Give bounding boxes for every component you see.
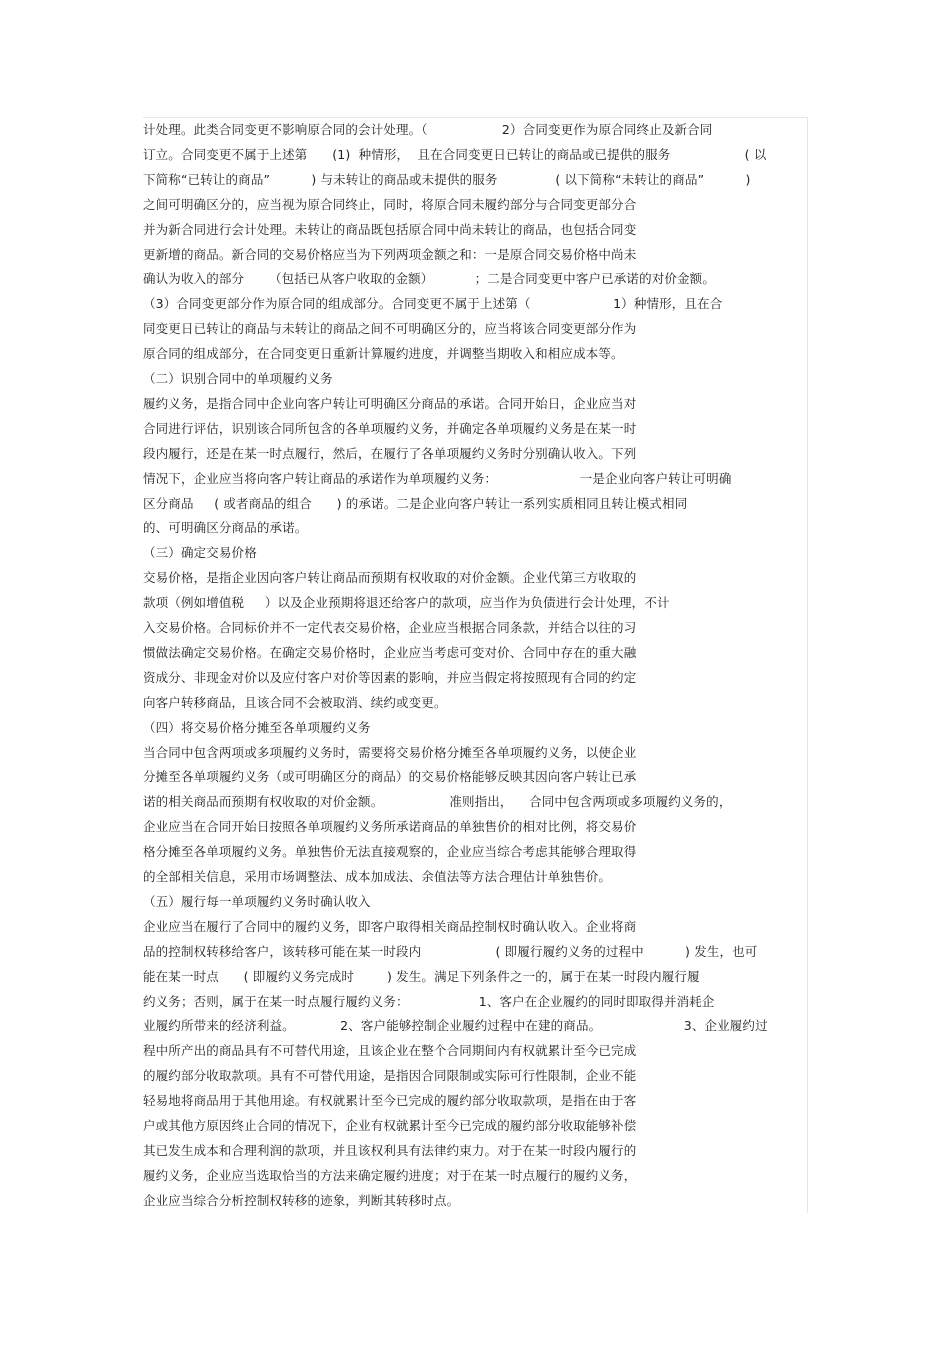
text-line: 格分摊至各单项履约义务。单独售价无法直接观察的，企业应当综合考虑其能够合理取得 — [143, 844, 637, 860]
text-line: 企业应当在履行了合同中的履约义务，即客户取得相关商品控制权时确认收入。企业将商 — [143, 918, 637, 934]
text-line: 原合同的组成部分，在合同变更日重新计算履约进度，并调整当期收入和相应成本等。 — [143, 346, 624, 362]
text-line: 资成分、非现金对价以及应付客户对价等因素的影响，并应当假定将按照现有合同的约定 — [143, 669, 637, 685]
text-line: 段内履行，还是在某一时点履行，然后，在履行了各单项履约义务时分别确认收入。下列 — [143, 445, 637, 461]
page-content-frame — [143, 117, 808, 1213]
text-line: 订立。合同变更不属于上述第 (1) 种情形， 且在合同变更日已转让的商品或已提供的服务 ( 以 — [143, 146, 767, 162]
text-line: 之间可明确区分的，应当视为原合同终止，同时，将原合同未履约部分与合同变更部分合 — [143, 196, 637, 212]
text-line: 的履约部分收取款项。具有不可替代用途，是指因合同限制或实际可行性限制，企业不能 — [143, 1068, 637, 1084]
text-line: 合同进行评估，识别该合同所包含的各单项履约义务，并确定各单项履约义务是在某一时 — [143, 420, 637, 436]
text-line: 企业应当在合同开始日按照各单项履约义务所承诺商品的单独售价的相对比例，将交易价 — [143, 819, 637, 835]
text-line: （三）确定交易价格 — [143, 545, 257, 561]
text-line: 约义务；否则，属于在某一时点履行履约义务： 1、客户在企业履约的同时即取得并消耗企 — [143, 993, 715, 1009]
text-line: 诺的相关商品而预期有权收取的对价金额。 准则指出， 合同中包含两项或多项履约义务的， — [143, 794, 732, 810]
text-line: 其已发生成本和合理利润的款项，并且该权利具有法律约束力。对于在某一时段内履行的 — [143, 1142, 637, 1158]
text-line: 的、可明确区分商品的承诺。 — [143, 520, 308, 536]
text-line: 款项（例如增值税 ）以及企业预期将退还给客户的款项，应当作为负债进行会计处理，不计 — [143, 595, 670, 611]
text-line: 情况下，企业应当将向客户转让商品的承诺作为单项履约义务： 一是企业向客户转让可明确 — [143, 470, 732, 486]
text-line: 能在某一时点 ( 即履约义务完成时 ) 发生。满足下列条件之一的，属于在某一时段内履行履 — [143, 968, 700, 984]
text-line: 程中所产出的商品具有不可替代用途，且该企业在整个合同期间内有权就累计至今已完成 — [143, 1043, 637, 1059]
text-line: 更新增的商品。新合同的交易价格应当为下列两项金额之和：一是原合同交易价格中尚未 — [143, 246, 637, 262]
text-line: 品的控制权转移给客户，该转移可能在某一时段内 ( 即履行履约义务的过程中 ) 发生，也可 — [143, 943, 758, 959]
text-line: 向客户转移商品，且该合同不会被取消、续约或变更。 — [143, 694, 447, 710]
text-line: 履约义务，是指合同中企业向客户转让可明确区分商品的承诺。合同开始日，企业应当对 — [143, 395, 637, 411]
text-line: 企业应当综合分析控制权转移的迹象，判断其转移时点。 — [143, 1192, 460, 1208]
text-line: 交易价格，是指企业因向客户转让商品而预期有权收取的对价金额。企业代第三方收取的 — [143, 570, 637, 586]
text-line: 惯做法确定交易价格。在确定交易价格时，企业应当考虑可变对价、合同中存在的重大融 — [143, 644, 637, 660]
text-line: （五）履行每一单项履约义务时确认收入 — [143, 893, 371, 909]
text-line: 并为新合同进行会计处理。未转让的商品既包括原合同中尚未转让的商品，也包括合同变 — [143, 221, 637, 237]
text-line: （二）识别合同中的单项履约义务 — [143, 371, 333, 386]
text-line: （3）合同变更部分作为原合同的组成部分。合同变更不属于上述第（ 1）种情形，且在合 — [143, 296, 723, 312]
text-line: 履约义务，企业应当选取恰当的方法来确定履约进度；对于在某一时点履行的履约义务， — [143, 1167, 637, 1183]
text-line: 计处理。此类合同变更不影响原合同的会计处理。（ 2）合同变更作为原合同终止及新合同 — [143, 122, 713, 137]
text-line: 的全部相关信息，采用市场调整法、成本加成法、余值法等方法合理估计单独售价。 — [143, 869, 612, 884]
text-line: 区分商品 ( 或者商品的组合 ) 的承诺。二是企业向客户转让一系列实质相同且转让模式相同 — [143, 495, 688, 511]
text-line: 入交易价格。合同标价并不一定代表交易价格，企业应当根据合同条款，并结合以往的习 — [143, 620, 637, 635]
text-line: 同变更日已转让的商品与未转让的商品之间不可明确区分的，应当将该合同变更部分作为 — [143, 321, 637, 337]
text-line: 确认为收入的部分 （包括已从客户收取的金额） ；二是合同变更中客户已承诺的对价金额。 — [143, 271, 715, 287]
text-line: 户或其他方原因终止合同的情况下，企业有权就累计至今已完成的履约部分收取能够补偿 — [143, 1118, 637, 1133]
text-line: （四）将交易价格分摊至各单项履约义务 — [143, 719, 371, 735]
text-line: 分摊至各单项履约义务（或可明确区分的商品）的交易价格能够反映其因向客户转让已承 — [143, 769, 637, 785]
text-line: 当合同中包含两项或多项履约义务时，需要将交易价格分摊至各单项履约义务，以使企业 — [143, 744, 637, 760]
text-line: 业履约所带来的经济利益。 2、客户能够控制企业履约过程中在建的商品。 3、企业履约过 — [143, 1018, 768, 1034]
text-line: 轻易地将商品用于其他用途。有权就累计至今已完成的履约部分收取款项，是指在由于客 — [143, 1093, 637, 1109]
text-line: 下简称“已转让的商品” ) 与未转让的商品或未提供的服务 ( 以下简称“未转让的商品” ) — [143, 171, 751, 187]
